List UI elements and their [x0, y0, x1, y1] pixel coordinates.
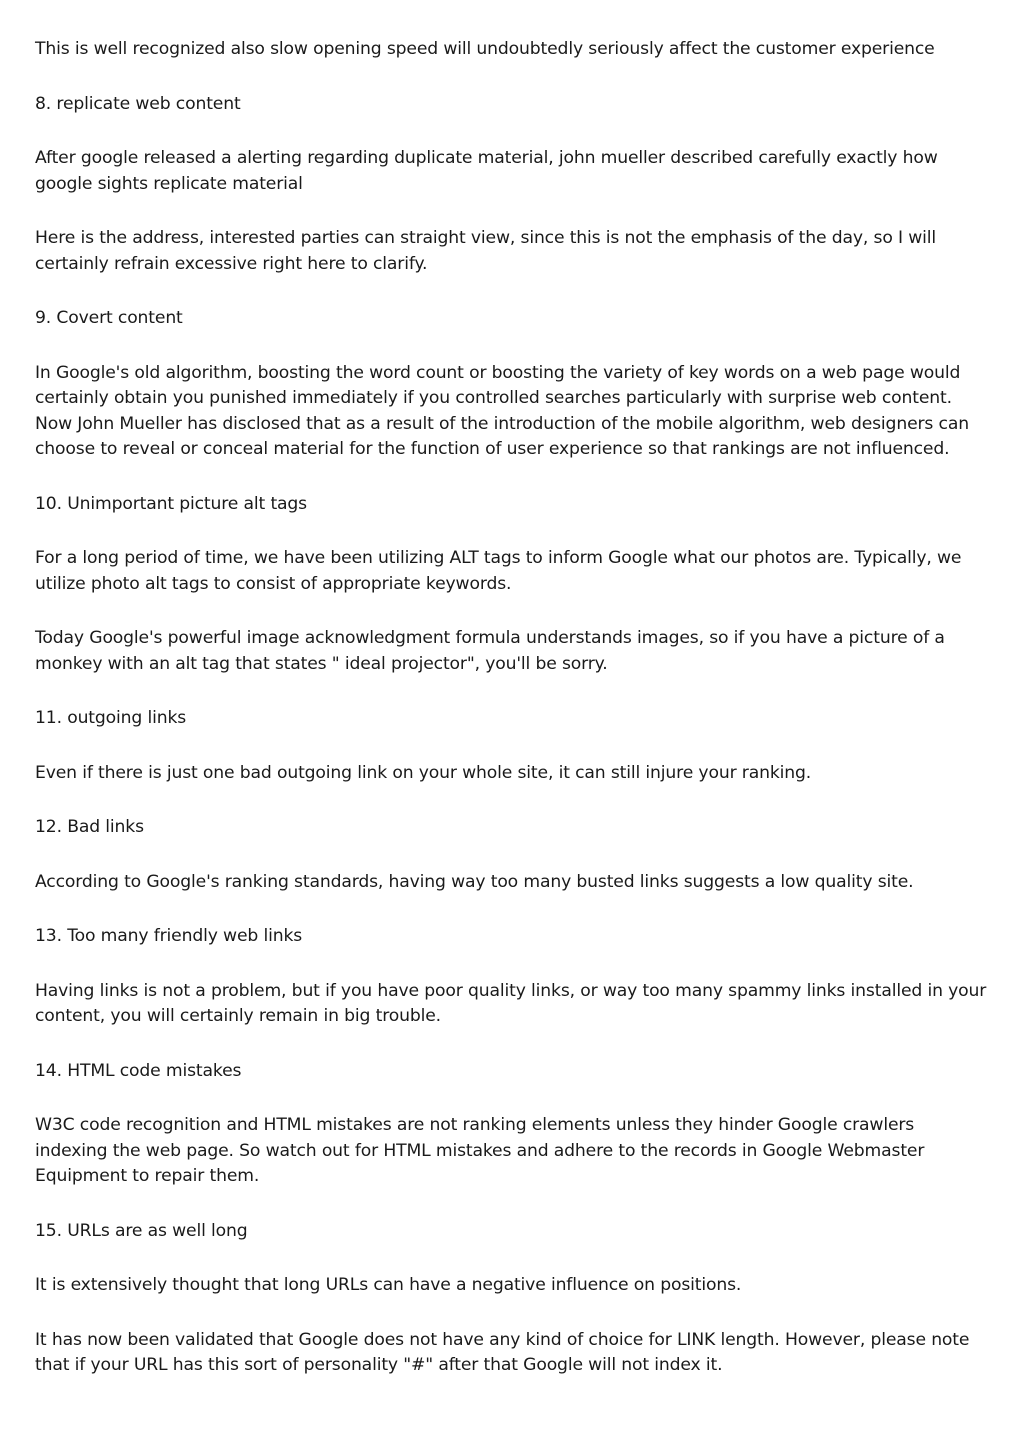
- paragraph-outgoing-links: Even if there is just one bad outgoing link on your whole site, it can still injure your ranking.: [35, 762, 812, 783]
- heading-friendly-links: 13. Too many friendly web links: [35, 926, 303, 946]
- paragraph-image-recognition: Today Google's powerful image acknowledgment formula understands images, so if you have a picture of a monkey with an alt tag that states " ideal projector", you'll be sorry.: [35, 628, 945, 674]
- paragraph-old-algorithm: In Google's old algorithm, boosting the word count or boosting the variety of key words on a web page would certainly obtain you punished immediately if you controlled searches particularly with surprise web content. Now John Mueller has disclosed that as a result of the introduction of the mobile algorithm, web designers can choose to reveal or conceal material for the function of user experience so that rankings are not influenced.: [35, 362, 969, 459]
- heading-covert-content: 9. Covert content: [35, 308, 183, 328]
- heading-bad-links: 12. Bad links: [35, 817, 144, 837]
- paragraph-link-length: It has now been validated that Google does not have any kind of choice for LINK length. However, please note that if your URL has this sort of personality "#" after that Google will not index it.: [35, 1329, 970, 1375]
- heading-alt-tags: 10. Unimportant picture alt tags: [35, 493, 307, 514]
- paragraph-alt-tags: For a long period of time, we have been utilizing ALT tags to inform Google what our photos are. Typically, we utilize photo alt tags to consist of appropriate keywords.: [35, 548, 962, 594]
- paragraph-address: Here is the address, interested parties can straight view, since this is not the emphasis of the day, so I will certainly refrain excessive right here to clarify.: [35, 228, 937, 274]
- paragraph-duplicate-alert: After google released a alerting regarding duplicate material, john mueller described carefully exactly how google sights replicate material: [35, 148, 938, 194]
- heading-duplicate-content: 8. replicate web content: [35, 93, 241, 114]
- heading-long-urls: 15. URLs are as well long: [35, 1220, 248, 1241]
- heading-html-mistakes: 14. HTML code mistakes: [35, 1060, 242, 1081]
- paragraph-html-mistakes: W3C code recognition and HTML mistakes are not ranking elements unless they hinder Google crawlers indexing the web page. So watch out for HTML mistakes and adhere to the records in Google Webmaster Equipment to repair them.: [35, 1115, 925, 1186]
- heading-outgoing-links: 11. outgoing links: [35, 708, 187, 728]
- paragraph-slow-speed: This is well recognized also slow opening speed will undoubtedly seriously affect the customer experience: [35, 39, 935, 59]
- paragraph-bad-links: According to Google's ranking standards, having way too many busted links suggests a low quality site.: [35, 871, 914, 892]
- paragraph-friendly-links: Having links is not a problem, but if you have poor quality links, or way too many spammy links installed in your content, you will certainly remain in big trouble.: [35, 980, 987, 1026]
- paragraph-long-urls: It is extensively thought that long URLs can have a negative influence on positions.: [35, 1275, 742, 1295]
